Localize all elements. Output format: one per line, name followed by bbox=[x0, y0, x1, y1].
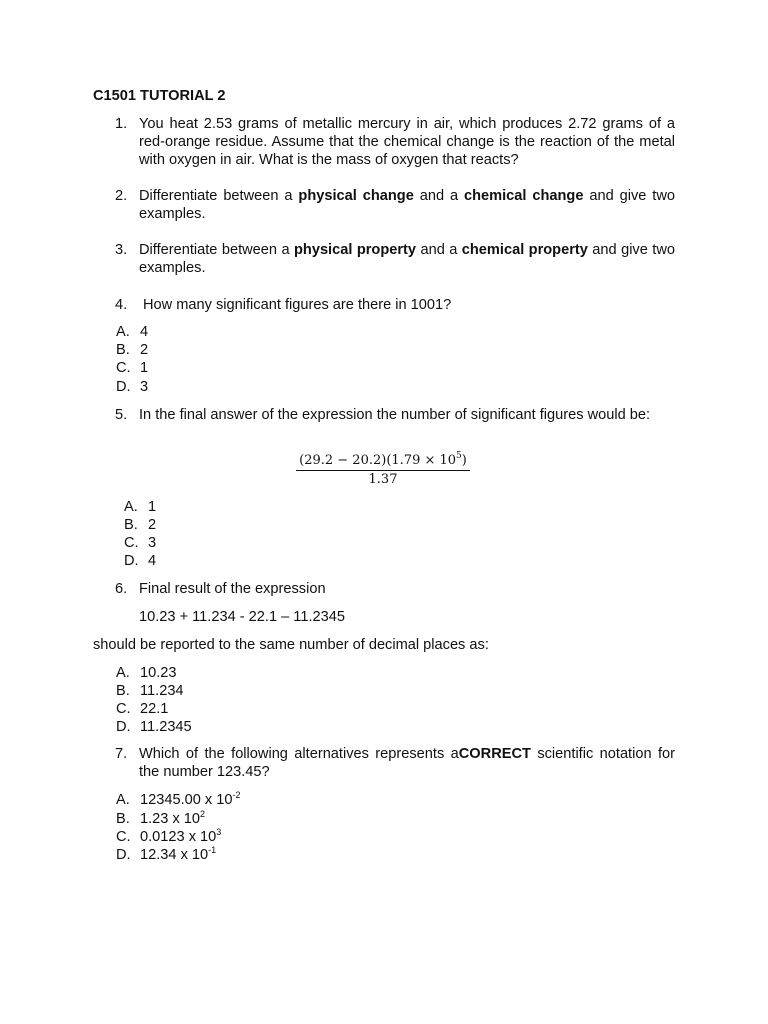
question-text: You heat 2.53 grams of metallic mercury in air, which produces 2.72 grams of a red-orange residue. Assume that the chemical change is the reaction of the metal with oxygen in air. What is the mass of oxygen that reacts? bbox=[139, 116, 675, 169]
question-text: Final result of the expression bbox=[139, 581, 326, 597]
bold-term: CORRECT bbox=[458, 746, 531, 762]
math-expression: 10.23 + 11.234 - 22.1 – 11.2345 bbox=[139, 609, 345, 625]
answer-option: A. 12345.00 x $10^{-2}$ bbox=[116, 790, 241, 808]
question-5 bbox=[115, 406, 675, 424]
page-title: C1501 TUTORIAL 2 bbox=[93, 88, 226, 104]
question-text: Which of the following alternatives represents aCORRECT scientific notation for the number 123.45? bbox=[139, 746, 675, 781]
question-2 bbox=[115, 187, 675, 223]
question-number: 4. bbox=[115, 297, 128, 313]
question-number: 3. bbox=[115, 242, 128, 258]
question-number: 1. bbox=[115, 116, 128, 132]
answer-option: A. 10.23 bbox=[116, 665, 177, 681]
fraction-denominator: 1.37 bbox=[368, 472, 398, 487]
question-number: 2. bbox=[115, 188, 128, 204]
answer-option: D. 11.2345 bbox=[116, 719, 192, 735]
question-text: Differentiate between a physical change and a chemical change and give two examples. bbox=[139, 188, 675, 223]
question-number: 6. bbox=[115, 581, 128, 597]
answer-option: C. 0.0123 x $10^3$ bbox=[116, 827, 222, 845]
bold-term: physical property bbox=[294, 242, 417, 258]
answer-option: C. 1 bbox=[116, 360, 149, 376]
answer-option: D. 4 bbox=[124, 553, 157, 569]
answer-option: A. 1 bbox=[124, 499, 157, 515]
question-text: How many significant figures are there in 1001? bbox=[143, 297, 452, 313]
answer-option: A. 4 bbox=[116, 324, 149, 340]
answer-option: B. 11.234 bbox=[116, 683, 184, 699]
bold-term: chemical property bbox=[461, 242, 588, 258]
question-text: In the final answer of the expression the number of significant figures would be: bbox=[139, 407, 651, 423]
bold-term: physical change bbox=[298, 188, 414, 204]
answer-option: B. 2 bbox=[116, 342, 149, 358]
question-1 bbox=[115, 115, 675, 170]
answer-option: D. 3 bbox=[116, 379, 149, 395]
question-number: 7. bbox=[115, 746, 128, 762]
question-4 bbox=[115, 296, 675, 314]
answer-option: C. 22.1 bbox=[116, 701, 169, 717]
bold-term: chemical change bbox=[464, 188, 584, 204]
answer-option: B. 2 bbox=[124, 517, 157, 533]
fraction-numerator: $(29.2 - 20.2)(1.79 \times 10^5)$ bbox=[299, 451, 467, 468]
question-6 bbox=[115, 580, 675, 598]
question-3 bbox=[115, 241, 675, 277]
fraction-expression bbox=[296, 453, 470, 487]
answer-option: D. 12.34 x $10^{-1}$ bbox=[116, 845, 217, 863]
answer-option: B. 1.23 x $10^2$ bbox=[116, 809, 206, 827]
answer-option: C. 3 bbox=[124, 535, 157, 551]
question-continuation: should be reported to the same number of decimal places as: bbox=[93, 637, 489, 653]
question-text: Differentiate between a physical property and a chemical property and give two examples. bbox=[139, 242, 675, 277]
question-7 bbox=[115, 745, 675, 781]
question-number: 5. bbox=[115, 407, 128, 423]
